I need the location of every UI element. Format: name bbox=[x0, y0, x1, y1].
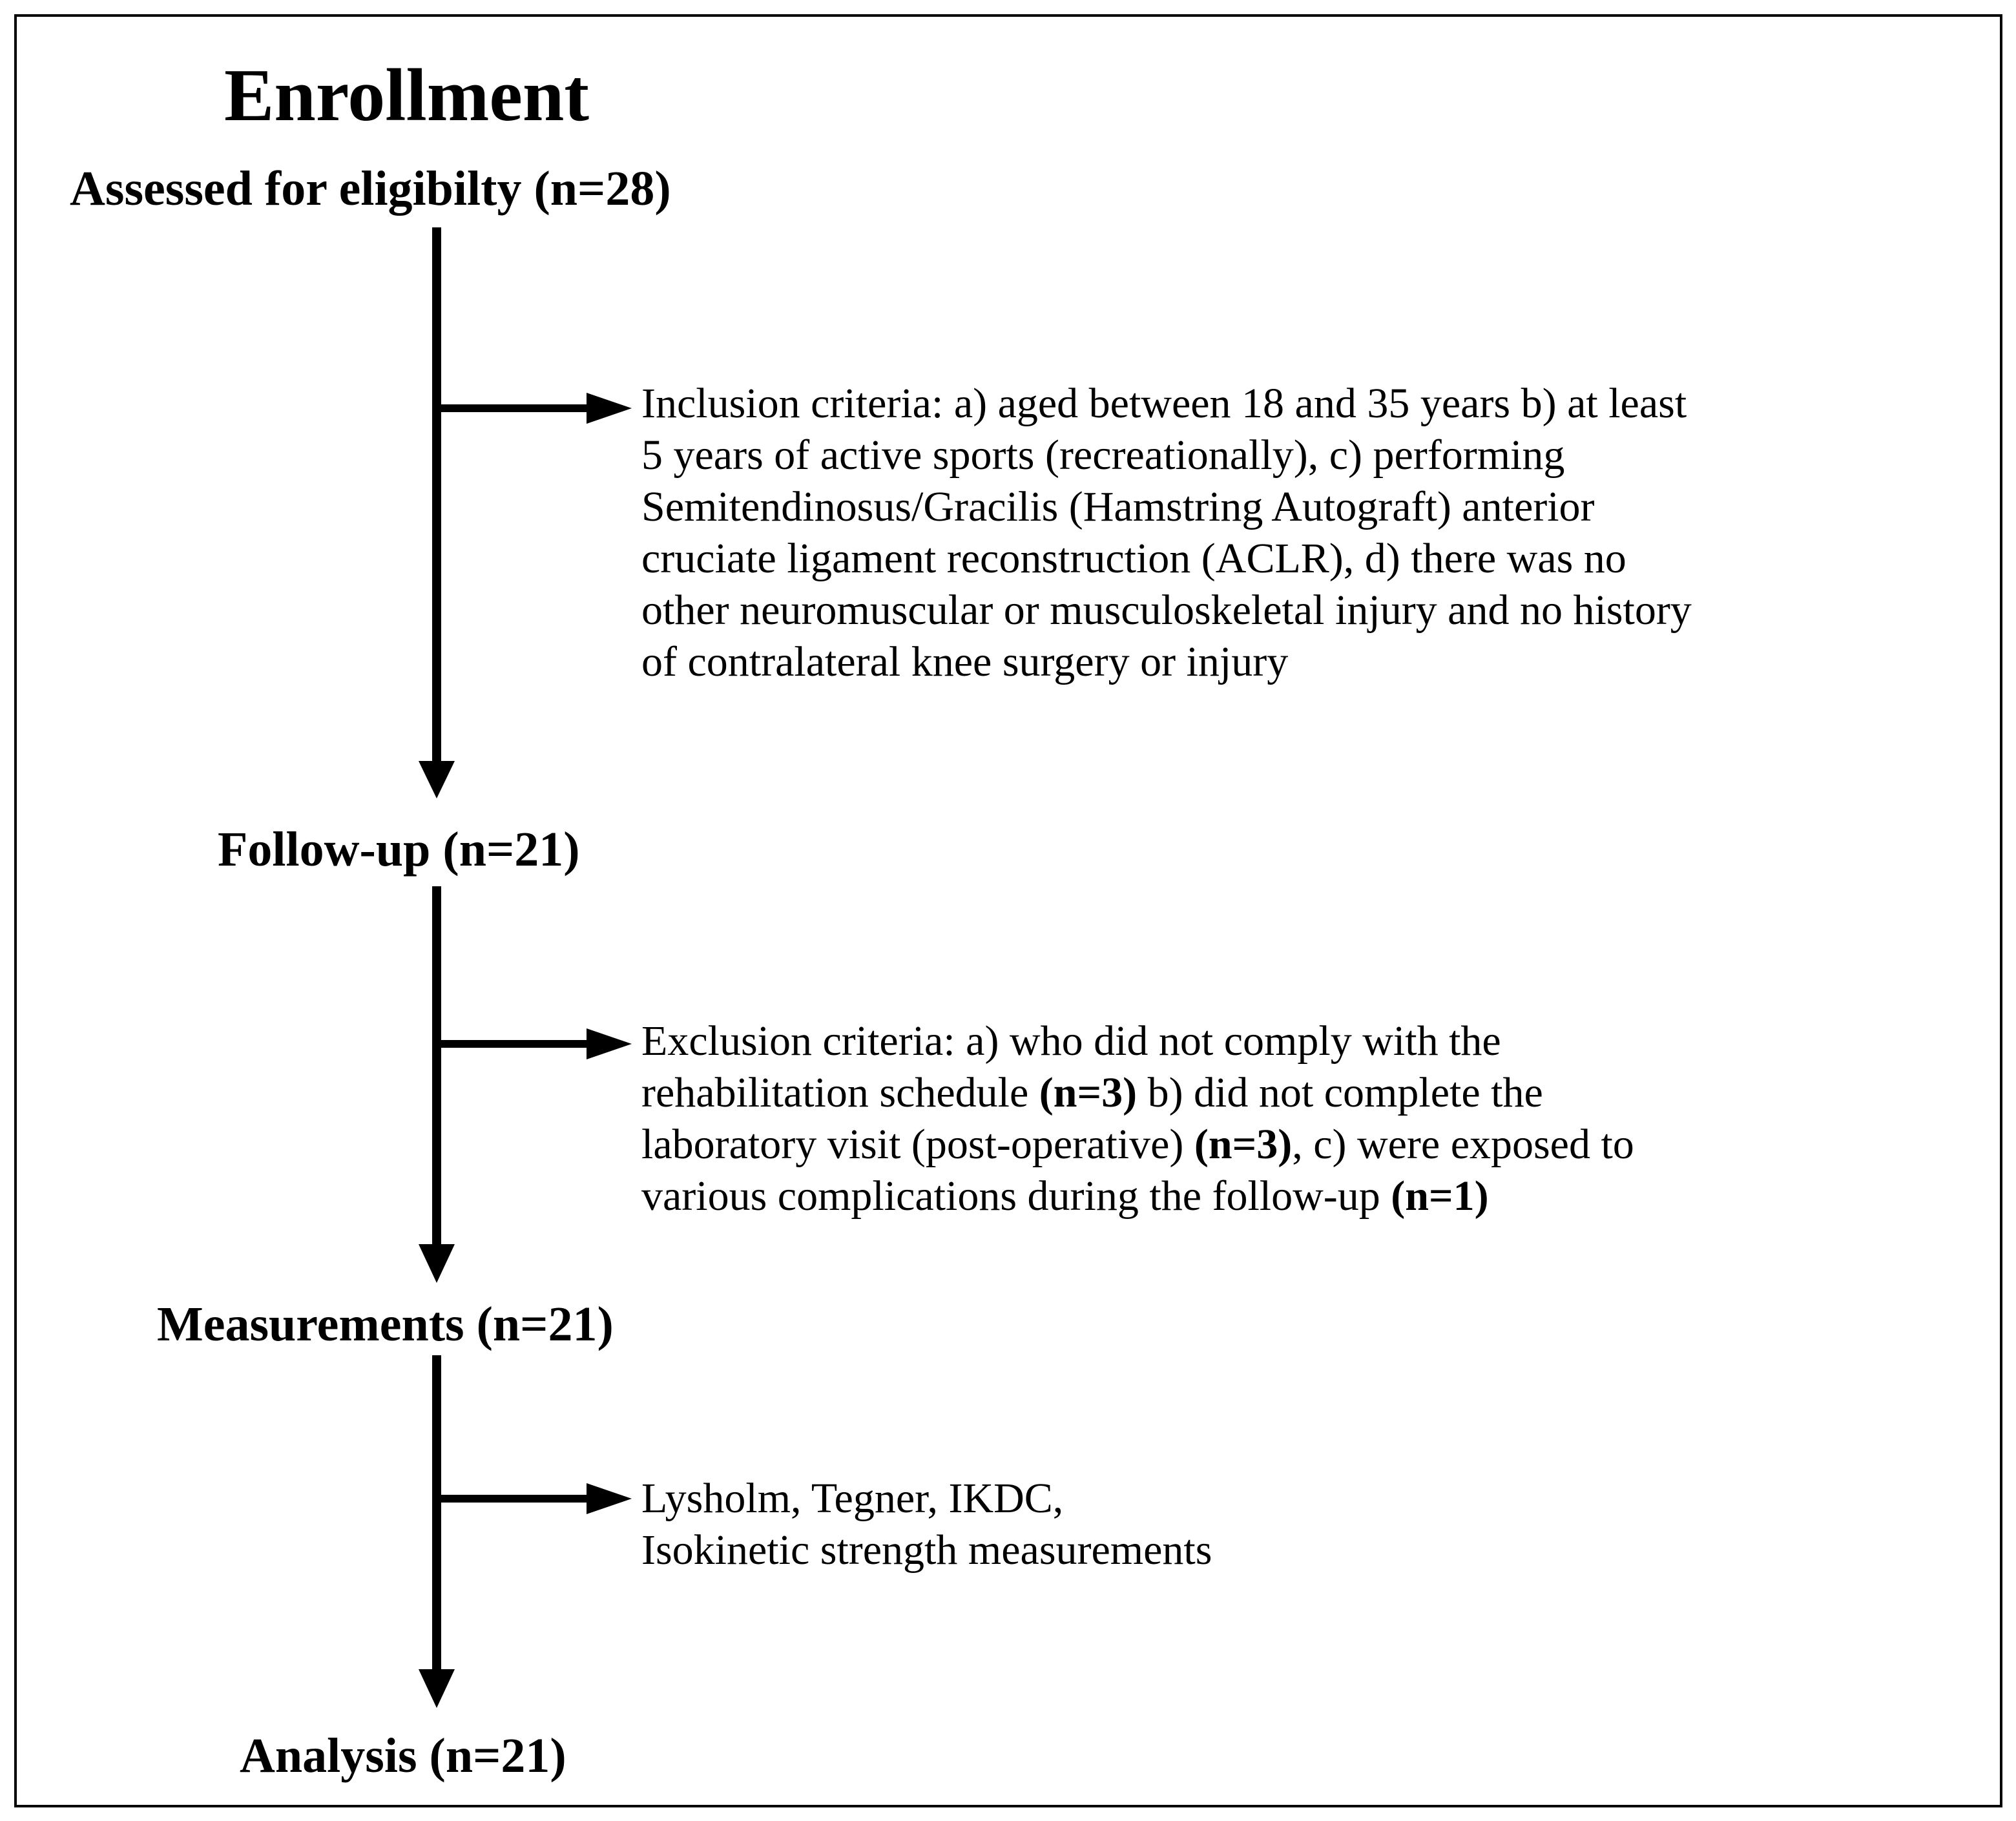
stage-analysis: Analysis (n=21) bbox=[240, 1729, 566, 1783]
exclusion-text: b) did not complete the bbox=[1137, 1069, 1543, 1116]
branch-exclusion-head bbox=[587, 1028, 632, 1059]
arrow-measurements-to-analysis-shaft bbox=[432, 1355, 441, 1672]
measurement-line: Isokinetic strength measurements bbox=[641, 1526, 1212, 1574]
branch-inclusion-head bbox=[587, 393, 632, 424]
inclusion-criteria bbox=[641, 378, 1692, 688]
exclusion-text: laboratory visit (post-operative) bbox=[641, 1121, 1194, 1168]
branch-measures-head bbox=[587, 1483, 632, 1514]
arrow-followup-to-measurements-head bbox=[419, 1244, 455, 1283]
inclusion-line: Semitendinosus/Gracilis (Hamstring Autograft) anterior bbox=[641, 483, 1595, 530]
stage-measurements: Measurements (n=21) bbox=[157, 1297, 614, 1351]
exclusion-text: various complications during the follow-up bbox=[641, 1172, 1391, 1220]
arrow-assessed-to-followup-head bbox=[419, 761, 455, 798]
arrow-assessed-to-followup-shaft bbox=[432, 227, 441, 764]
branch-measures-line bbox=[441, 1495, 590, 1503]
stage-assessed: Assessed for eligibilty (n=28) bbox=[70, 161, 671, 216]
branch-inclusion-line bbox=[441, 404, 590, 412]
exclusion-count: (n=1) bbox=[1391, 1172, 1489, 1220]
exclusion-line bbox=[641, 1171, 1634, 1222]
exclusion-criteria bbox=[641, 1015, 1634, 1222]
exclusion-text: rehabilitation schedule bbox=[641, 1069, 1039, 1116]
arrow-followup-to-measurements-shaft bbox=[432, 886, 441, 1247]
exclusion-text: , c) were exposed to bbox=[1292, 1121, 1634, 1168]
branch-exclusion-line bbox=[441, 1040, 590, 1048]
arrow-measurements-to-analysis-head bbox=[419, 1669, 455, 1708]
inclusion-line: of contralateral knee surgery or injury bbox=[641, 638, 1289, 685]
inclusion-line: other neuromuscular or musculoskeletal injury and no history bbox=[641, 587, 1692, 634]
inclusion-line: cruciate ligament reconstruction (ACLR), d) there was no bbox=[641, 535, 1626, 582]
exclusion-count: (n=3) bbox=[1039, 1069, 1138, 1116]
enrollment-title: Enrollment bbox=[224, 54, 589, 137]
measurement-line: Lysholm, Tegner, IKDC, bbox=[641, 1475, 1064, 1522]
measurement-list bbox=[641, 1473, 1212, 1576]
inclusion-line: Inclusion criteria: a) aged between 18 and 35 years b) at least bbox=[641, 380, 1687, 427]
exclusion-line bbox=[641, 1067, 1634, 1119]
exclusion-line bbox=[641, 1015, 1634, 1067]
exclusion-count: (n=3) bbox=[1194, 1121, 1293, 1168]
exclusion-line bbox=[641, 1119, 1634, 1171]
inclusion-line: 5 years of active sports (recreationally), c) performing bbox=[641, 432, 1565, 479]
stage-followup: Follow-up (n=21) bbox=[218, 822, 580, 877]
exclusion-text: Exclusion criteria: a) who did not comply with the bbox=[641, 1017, 1501, 1065]
